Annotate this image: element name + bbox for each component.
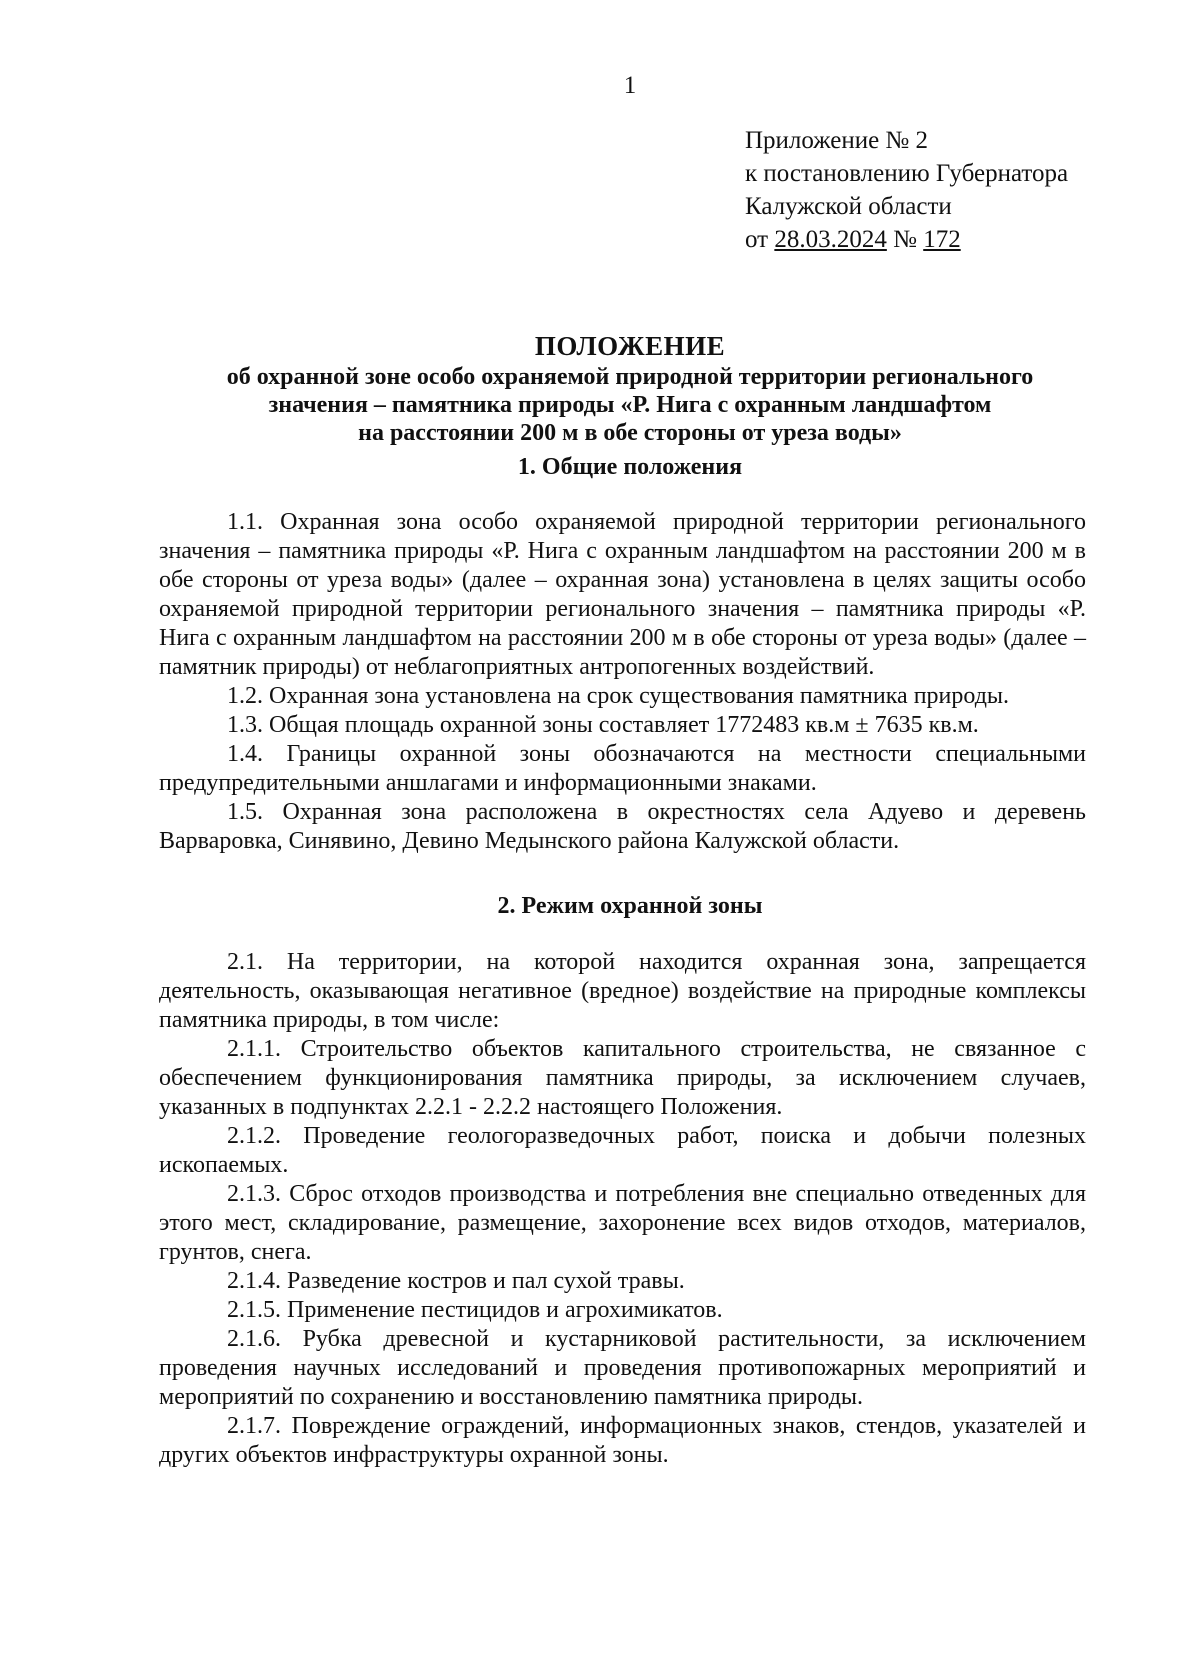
title-line-2: значения – памятника природы «Р. Нига с охранным ландшафтом <box>268 392 992 418</box>
paragraph-2-1-1: 2.1.1. Строительство объектов капитального строительства, не связанное с обеспечением функционирования памятника природы, за исключением случаев, указанных в подпунктах 2.2.1 - 2.2.2 настоящего Положения. <box>159 1036 1086 1120</box>
appendix-line-1: Приложение № 2 <box>745 127 929 154</box>
paragraph-2-1-2: 2.1.2. Проведение геологоразведочных работ, поиска и добычи полезных ископаемых. <box>159 1123 1086 1178</box>
section-2-body <box>159 948 1086 1470</box>
number-prefix: № <box>886 226 924 253</box>
paragraph-2-1: 2.1. На территории, на которой находится охранная зона, запрещается деятельность, оказывающая негативное (вредное) воздействие на природные комплексы памятника природы, в том числе: <box>159 949 1086 1033</box>
section-1-body <box>159 508 1086 856</box>
paragraph-1-5: 1.5. Охранная зона расположена в окрестностях села Адуево и деревень Варваровка, Синявино, Девино Медынского района Калужской области. <box>159 799 1086 854</box>
document-title <box>130 330 1130 447</box>
decree-number: 172 <box>923 226 961 253</box>
section-2-heading: 2. Режим охранной зоны <box>497 893 763 919</box>
title-line-1: об охранной зоне особо охраняемой природной территории регионального <box>226 364 1034 390</box>
title-main: ПОЛОЖЕНИЕ <box>534 331 726 361</box>
page-number: 1 <box>623 72 637 99</box>
paragraph-2-1-3: 2.1.3. Сброс отходов производства и потребления вне специально отведенных для этого мест, складирование, размещение, захоронение всех видов отходов, материалов, грунтов, снега. <box>159 1181 1086 1265</box>
paragraph-2-1-6: 2.1.6. Рубка древесной и кустарниковой растительности, за исключением проведения научных исследований и проведения противопожарных мероприятий и мероприятий по сохранению и восстановлению памятника природы. <box>159 1326 1086 1410</box>
title-line-3: на расстоянии 200 м в обе стороны от уреза воды» <box>358 420 902 446</box>
paragraph-2-1-7: 2.1.7. Повреждение ограждений, информационных знаков, стендов, указателей и других объектов инфраструктуры охранной зоны. <box>159 1413 1086 1468</box>
section-1-heading: 1. Общие положения <box>517 454 743 480</box>
paragraph-1-2: 1.2. Охранная зона установлена на срок существования памятника природы. <box>227 683 1010 709</box>
paragraph-1-4: 1.4. Границы охранной зоны обозначаются на местности специальными предупредительными аншлагами и информационными знаками. <box>159 741 1086 796</box>
appendix-block <box>745 124 1068 256</box>
date-prefix: от <box>745 226 775 253</box>
decree-date: 28.03.2024 <box>774 226 887 253</box>
paragraph-1-1: 1.1. Охранная зона особо охраняемой природной территории регионального значения – памятника природы «Р. Нига с охранным ландшафтом на расстоянии 200 м в обе стороны от уреза воды» (далее – охранная зона) установлена в целях защиты особо охраняемой природной территории регионального значения – памятника природы «Р. Нига с охранным ландшафтом на расстоянии 200 м в обе стороны от уреза воды» (далее – памятник природы) от неблагоприятных антропогенных воздействий. <box>159 509 1086 680</box>
appendix-line-2: к постановлению Губернатора <box>745 160 1069 187</box>
appendix-line-3: Калужской области <box>745 193 952 220</box>
paragraph-1-3: 1.3. Общая площадь охранной зоны составляет 1772483 кв.м ± 7635 кв.м. <box>227 712 979 738</box>
paragraph-2-1-5: 2.1.5. Применение пестицидов и агрохимикатов. <box>227 1297 723 1323</box>
paragraph-2-1-4: 2.1.4. Разведение костров и пал сухой травы. <box>227 1268 685 1294</box>
appendix-date-line <box>745 223 1068 256</box>
